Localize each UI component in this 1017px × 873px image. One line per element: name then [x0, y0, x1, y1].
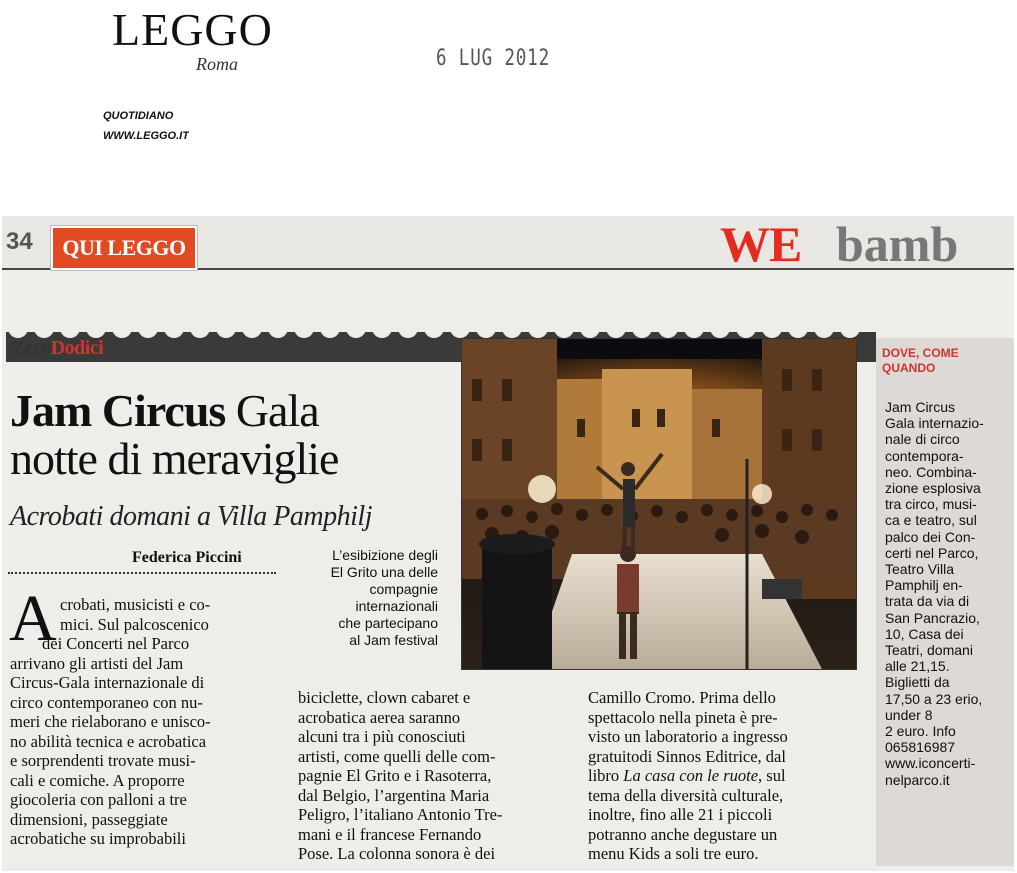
- sidebar-line: Jam Circus: [885, 399, 956, 415]
- kicker-zero: Zero: [12, 337, 51, 359]
- body-line: mici. Sul palcoscenico: [60, 614, 209, 634]
- section-tag: [51, 226, 197, 270]
- body-line: giocoleria con palloni a tre: [10, 790, 187, 809]
- body-line: Peligro, l’italiano Antonio Tre-: [298, 805, 503, 824]
- body-line: arrivano gli artisti del Jam: [10, 653, 184, 673]
- dotted-divider: [8, 572, 276, 574]
- body-line: inoltre, fino alle 21 i piccoli: [588, 805, 773, 824]
- body-line: visto un laboratorio a ingresso: [588, 727, 788, 746]
- body-line: dimensioni, passeggiate: [10, 809, 168, 829]
- sidebar-line: alle 21,15.: [885, 658, 950, 675]
- body-line: cali e comiche. A proporre: [10, 770, 185, 790]
- circus-scene-image: [462, 339, 856, 669]
- sidebar-line: Gala internazio-: [885, 415, 984, 432]
- sidebar-line: Biglietti da: [885, 674, 950, 691]
- sidebar-line: Teatro Villa: [885, 561, 955, 578]
- body-line: mani e il francese Fernando: [298, 824, 482, 844]
- body-line: tema della diversità culturale,: [588, 785, 784, 805]
- sidebar-line: tra circo, musi-: [885, 496, 977, 513]
- logo-city: Roma: [196, 54, 238, 74]
- caption-line: El Grito una delle: [330, 564, 438, 580]
- body-line: dal Belgio, l’argentina Maria: [298, 785, 490, 805]
- body-line: meri che rielaborano e unisco-: [10, 712, 211, 731]
- sidebar-line: ca e teatro, sul: [885, 512, 977, 529]
- website-label: WWW.LEGGO.IT: [103, 130, 189, 141]
- sidebar-title-line: DOVE, COME: [882, 346, 959, 360]
- sidebar-line: 2 euro. Info: [885, 723, 956, 740]
- body-line: acrobatiche su improbabili: [10, 829, 186, 848]
- body-text: libro: [588, 766, 624, 785]
- sidebar-line: www.iconcerti-: [885, 755, 976, 772]
- sidebar-line: trata da via di: [885, 593, 970, 610]
- caption-line: internazionali: [355, 598, 438, 614]
- body-line: pagnie El Grito e i Rasoterra,: [298, 766, 492, 785]
- body-line: no abilità tecnica e acrobatica: [10, 731, 207, 751]
- sidebar-line: under 8: [885, 706, 933, 723]
- caption-line: L’esibizione degli: [332, 547, 438, 563]
- sidebar-line: 10, Casa dei: [885, 625, 964, 642]
- headline-line-1: [10, 386, 319, 436]
- sidebar-line: contempora-: [885, 447, 964, 464]
- column-kicker: [12, 337, 103, 360]
- caption-line: compagnie: [369, 581, 438, 597]
- body-line: Camillo Cromo. Prima dello: [588, 688, 776, 707]
- caption-line: al Jam festival: [349, 632, 438, 648]
- sidebar-title-line: QUANDO: [882, 361, 936, 375]
- publication-type: QUOTIDIANO: [103, 110, 174, 122]
- kicker-dodici: Dodici: [50, 337, 104, 359]
- sidebar-line: neo. Combina-: [885, 463, 977, 480]
- headline-line-2: notte di meraviglie: [10, 433, 339, 484]
- page-number: 34: [6, 228, 33, 255]
- body-line: gratuitodi Sinnos Editrice, dal: [588, 746, 786, 766]
- body-column-1: [10, 595, 280, 849]
- body-line: artisti, come quelli delle com-: [298, 746, 496, 766]
- body-line: circo contemporaneo con nu-: [10, 692, 203, 712]
- body-line: biciclette, clown cabaret e: [298, 688, 471, 707]
- body-line: crobati, musicisti e co-: [60, 595, 211, 614]
- body-line: e sorprendenti trovate musi-: [10, 751, 196, 770]
- sidebar-line: nelparco.it: [885, 771, 950, 788]
- body-line: spettacolo nella pineta è pre-: [588, 707, 778, 727]
- body-column-2: [298, 688, 568, 864]
- headline-bold: Jam Circus: [10, 385, 226, 436]
- sidebar-line: palco dei Con-: [885, 528, 976, 545]
- sidebar-line: Teatri, domani: [885, 642, 973, 659]
- headline-rest: Gala: [225, 385, 319, 436]
- newspaper-logo: LEGGO: [112, 4, 273, 55]
- sidebar-line: 17,50 a 23 erio,: [885, 690, 983, 707]
- body-text: , sul: [758, 766, 786, 785]
- sidebar-line: 065816987: [885, 739, 956, 756]
- date-stamp: 6 LUG 2012: [436, 46, 550, 71]
- subtitle: Acrobati domani a Villa Pamphilj: [10, 501, 372, 532]
- body-column-3: [588, 688, 858, 864]
- section-tag-label: QUI LEGGO: [62, 235, 186, 260]
- body-line: dei Concerti nel Parco: [42, 634, 190, 653]
- body-line: acrobatica aerea saranno: [298, 707, 461, 727]
- book-title: La casa con le ruote: [623, 766, 759, 785]
- photo-caption: [296, 547, 438, 649]
- sidebar-line: Pamphilj en-: [885, 577, 963, 594]
- body-line: Circus-Gala internazionale di: [10, 673, 205, 692]
- article-photo: [461, 338, 857, 670]
- caption-line: che partecipano: [338, 615, 438, 631]
- body-line: alcuni tra i più conosciuti: [298, 727, 466, 746]
- sidebar-line: certi nel Parco,: [885, 544, 979, 561]
- body-line: Pose. La colonna sonora è dei: [298, 844, 496, 863]
- sidebar-line: zione esplosiva: [885, 480, 981, 497]
- section-heading-cut: bamb: [836, 216, 959, 272]
- we-heading: WE: [720, 216, 802, 272]
- sidebar-body: [885, 399, 984, 788]
- sidebar-title: [882, 346, 959, 376]
- drop-cap: A: [9, 582, 57, 655]
- body-line: potranno anche degustare un: [588, 824, 778, 844]
- body-line: [588, 766, 858, 786]
- sidebar-line: San Pancrazio,: [885, 609, 980, 626]
- body-line: menu Kids a soli tre euro.: [588, 844, 759, 863]
- byline: Federica Piccini: [132, 549, 242, 566]
- sidebar-line: nale di circo: [885, 431, 960, 448]
